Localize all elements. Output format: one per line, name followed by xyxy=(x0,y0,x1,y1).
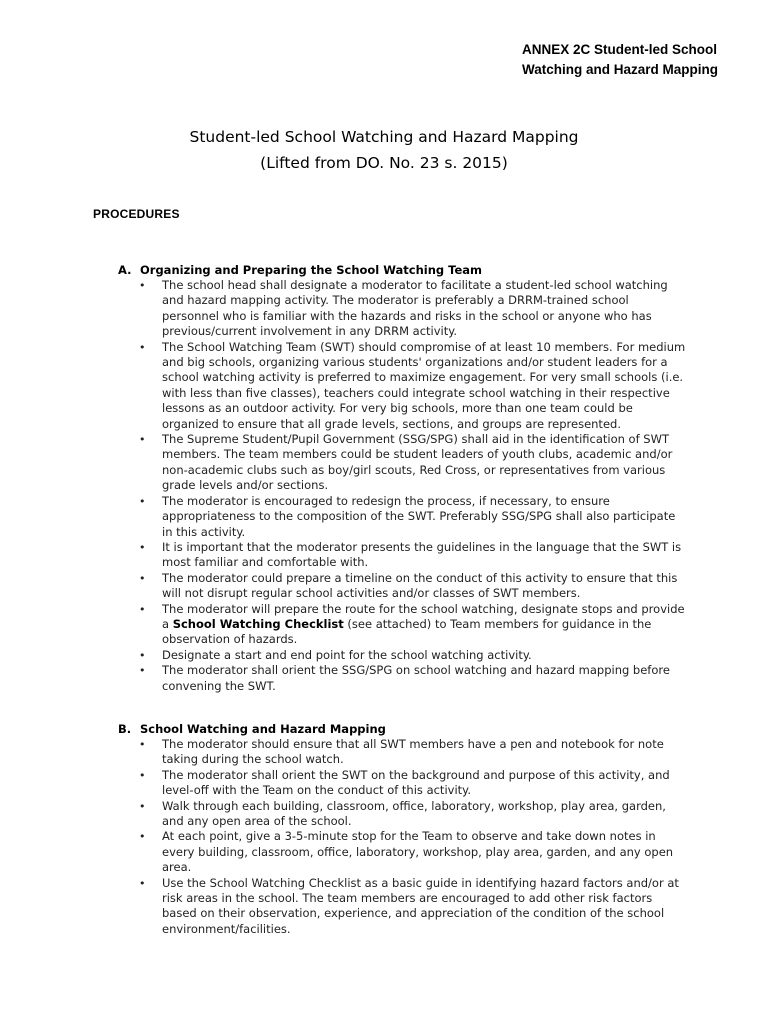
list-item xyxy=(118,340,688,432)
list-item xyxy=(118,663,688,694)
list-item-text-pre: The moderator will prepare the route for the school watching, designate stops and provide a xyxy=(162,601,685,631)
section-a xyxy=(118,263,688,694)
annex-label xyxy=(522,40,718,80)
annex-line-2: Watching and Hazard Mapping xyxy=(521,62,718,77)
list-item xyxy=(118,829,688,875)
section-b-list xyxy=(118,737,688,937)
list-item xyxy=(118,737,688,768)
list-item-text: Use the School Watching Checklist as a basic guide in identifying hazard factors and/or at risk areas in the school. The team members are encouraged to add other risk factors based on their observation, experience, and appreciation of the condition of the school environment/facilities. xyxy=(162,875,679,936)
bullet-icon: • xyxy=(139,602,146,616)
list-item xyxy=(118,799,688,830)
section-b xyxy=(118,722,688,937)
list-item-text: The moderator should ensure that all SWT members have a pen and notebook for note taking during the school watch. xyxy=(162,737,664,767)
bullet-icon: • xyxy=(139,279,146,292)
list-item-text: It is important that the moderator presents the guidelines in the language that the SWT is most familiar and comfortable with. xyxy=(162,539,682,570)
list-item-text: The school head shall designate a moderator to facilitate a student-led school watching and hazard mapping activity. The moderator is preferably a DRRM-trained school personnel who is familiar with the hazards and risks in the school or anyone who has previous/current involvement in any DRRM activity. xyxy=(162,278,668,339)
list-item-text: The moderator could prepare a timeline on the conduct of this activity to ensure that this will not disrupt regular school activities and/or classes of SWT members. xyxy=(162,570,678,601)
section-a-heading xyxy=(118,263,688,278)
bullet-icon: • xyxy=(139,433,146,447)
section-a-list xyxy=(118,278,688,694)
bullet-icon: • xyxy=(139,664,146,678)
list-item xyxy=(118,648,688,663)
list-item xyxy=(118,494,688,540)
list-item xyxy=(118,876,688,938)
list-item-text: Designate a start and end point for the school watching activity. xyxy=(162,647,532,662)
list-item xyxy=(118,432,688,494)
bullet-icon: • xyxy=(139,340,146,354)
bullet-icon: • xyxy=(139,876,146,890)
list-item-text: The moderator is encouraged to redesign the process, if necessary, to ensure appropriateness to the composition of the SWT. Preferably SSG/SPG shall also participate in this activity. xyxy=(162,493,676,539)
procedures-heading: PROCEDURES xyxy=(93,207,180,221)
bullet-icon: • xyxy=(139,738,146,751)
list-item xyxy=(118,768,688,799)
section-title: School Watching and Hazard Mapping xyxy=(140,722,386,736)
list-item xyxy=(118,278,688,340)
list-item xyxy=(118,602,688,648)
bullet-icon: • xyxy=(139,648,146,662)
annex-line-1: ANNEX 2C Student-led School xyxy=(521,42,717,57)
list-item xyxy=(118,571,688,602)
bullet-icon: • xyxy=(139,768,146,782)
list-item xyxy=(118,540,688,571)
section-title: Organizing and Preparing the School Watching Team xyxy=(140,263,483,277)
bullet-icon: • xyxy=(139,799,146,813)
list-item-text: The moderator shall orient the SSG/SPG on school watching and hazard mapping before convening the SWT. xyxy=(162,663,670,693)
bullet-icon: • xyxy=(139,830,146,844)
list-item-text-post: (see attached) to Team members for guidance in the observation of hazards. xyxy=(162,616,652,647)
section-b-heading xyxy=(118,722,688,737)
title-line-1: Student-led School Watching and Hazard Mapping xyxy=(189,128,579,146)
title-line-2: (Lifted from DO. No. 23 s. 2015) xyxy=(260,154,508,172)
bullet-icon: • xyxy=(139,540,146,554)
bullet-icon: • xyxy=(139,494,146,508)
document-title xyxy=(0,124,768,176)
section-letter: B. xyxy=(118,722,132,736)
list-item-text: At each point, give a 3-5-minute stop for the Team to observe and take down notes in every building, classroom, office, laboratory, workshop, play area, garden, and any open area. xyxy=(162,829,674,875)
list-item-text: The Supreme Student/Pupil Government (SSG/SPG) shall aid in the identification of SWT members. The team members could be student leaders of youth clubs, academic and/or non-academic clubs such as boy/girl scouts, Red Cross, or representatives from various grade levels and/or sections. xyxy=(162,432,673,493)
checklist-emphasis: School Watching Checklist xyxy=(172,616,344,631)
section-letter: A. xyxy=(118,263,132,277)
list-item-text: The moderator shall orient the SWT on the background and purpose of this activity, and level-off with the Team on the conduct of this activity. xyxy=(162,767,670,798)
list-item-text: The School Watching Team (SWT) should compromise of at least 10 members. For medium and big schools, organizing various students' organizations and/or student leaders for a school watching activity is preferred to maximize engagement. For very small schools (i.e. with less than five classes), teachers could integrate school watching in their respective lessons as an outdoor activity. For very big schools, more than one team could be organized to ensure that all grade levels, sections, and groups are represented. xyxy=(162,339,686,431)
bullet-icon: • xyxy=(139,571,146,585)
list-item-text: Walk through each building, classroom, office, laboratory, workshop, play area, garden, and any open area of the school. xyxy=(162,798,666,829)
